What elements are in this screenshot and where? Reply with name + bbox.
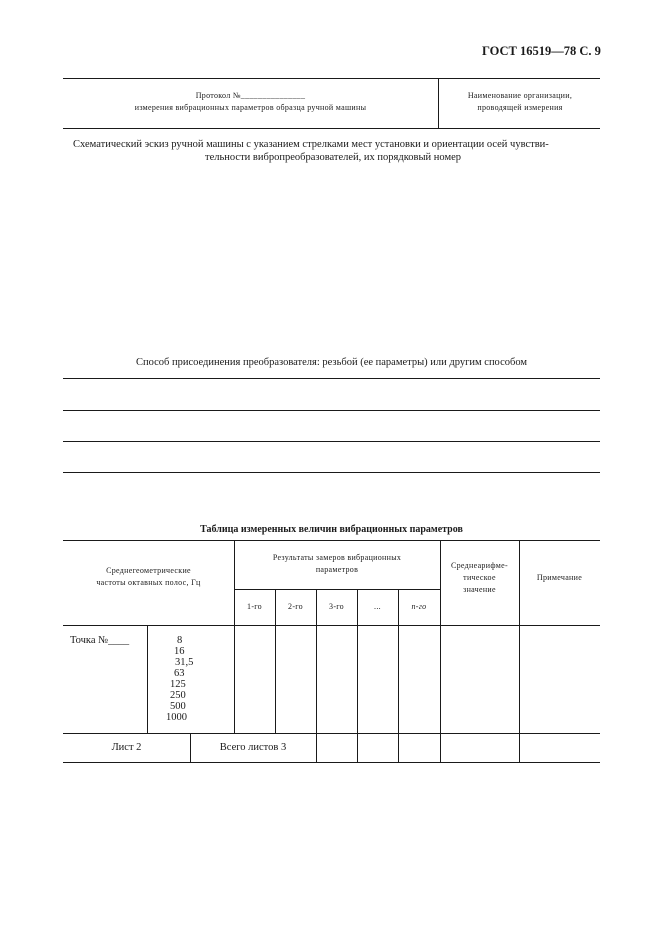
protocol-top-rule bbox=[63, 78, 600, 79]
fill-line-2 bbox=[63, 410, 600, 411]
protocol-divider bbox=[438, 78, 439, 128]
sub-col-1: 1-го bbox=[247, 602, 262, 611]
protocol-line-1: Протокол №_______________ bbox=[195, 91, 306, 100]
col-results-line-1: Результаты замеров вибрационных bbox=[272, 553, 402, 562]
fill-line-3 bbox=[63, 441, 600, 442]
gost-header: ГОСТ 16519—78 С. 9 bbox=[482, 44, 601, 58]
table-title: Таблица измеренных величин вибрационных параметров bbox=[200, 524, 463, 535]
fill-line-4 bbox=[63, 472, 600, 473]
frequency-value: 125 bbox=[170, 679, 186, 690]
col-line-5 bbox=[398, 589, 399, 762]
col-mean-line-2: тическое bbox=[463, 573, 496, 582]
fill-line-1 bbox=[63, 378, 600, 379]
frequency-value: 16 bbox=[174, 646, 185, 657]
col-results-header bbox=[234, 552, 440, 576]
frequency-value: 31,5 bbox=[175, 657, 194, 668]
table-bottom-rule bbox=[63, 762, 600, 763]
col-line-point bbox=[147, 625, 148, 733]
frequency-value: 8 bbox=[177, 635, 183, 646]
sub-col-4: ... bbox=[374, 602, 381, 611]
org-line-1: Наименование организации, bbox=[467, 91, 573, 100]
org-line-2: проводящей измерения bbox=[477, 103, 563, 112]
sketch-line-1: Схематический эскиз ручной машины с указанием стрелками мест установки и ориентации осей чувстви- bbox=[73, 139, 549, 150]
sketch-description bbox=[73, 138, 603, 164]
col-results-line-2: параметров bbox=[315, 565, 359, 574]
col-frequency-header bbox=[63, 565, 234, 589]
organization-label bbox=[440, 90, 600, 114]
attachment-method: Способ присоединения преобразователя: резьбой (ее параметры) или другим способом bbox=[135, 357, 528, 368]
point-label: Точка №____ bbox=[70, 635, 130, 646]
sub-col-n: n-го bbox=[411, 602, 427, 611]
sheet-number: Лист 2 bbox=[111, 742, 142, 753]
total-sheets: Всего листов 3 bbox=[219, 742, 287, 753]
sub-col-2: 2-го bbox=[288, 602, 303, 611]
protocol-title bbox=[63, 90, 438, 114]
sub-col-3: 3-го bbox=[329, 602, 344, 611]
col-line-3 bbox=[316, 589, 317, 762]
col-mean-header bbox=[440, 560, 519, 596]
protocol-line-2: измерения вибрационных параметров образца ручной машины bbox=[134, 103, 367, 112]
frequency-value: 250 bbox=[170, 690, 186, 701]
col-mean-line-1: Среднеарифме- bbox=[451, 561, 508, 570]
frequency-value: 1000 bbox=[166, 712, 187, 723]
col-note-header: Примечание bbox=[536, 573, 583, 582]
frequency-value: 500 bbox=[170, 701, 186, 712]
results-sub-rule bbox=[234, 589, 440, 590]
col-frequency-line-1: Среднегеометрические bbox=[106, 566, 191, 575]
sketch-line-2: тельности вибропреобразователей, их порядковый номер bbox=[205, 152, 461, 163]
frequency-value: 63 bbox=[174, 668, 185, 679]
protocol-bottom-rule bbox=[63, 128, 600, 129]
col-mean-line-3: значение bbox=[463, 585, 496, 594]
col-frequency-line-2: частоты октавных полос, Гц bbox=[96, 578, 201, 587]
col-line-4 bbox=[357, 589, 358, 762]
